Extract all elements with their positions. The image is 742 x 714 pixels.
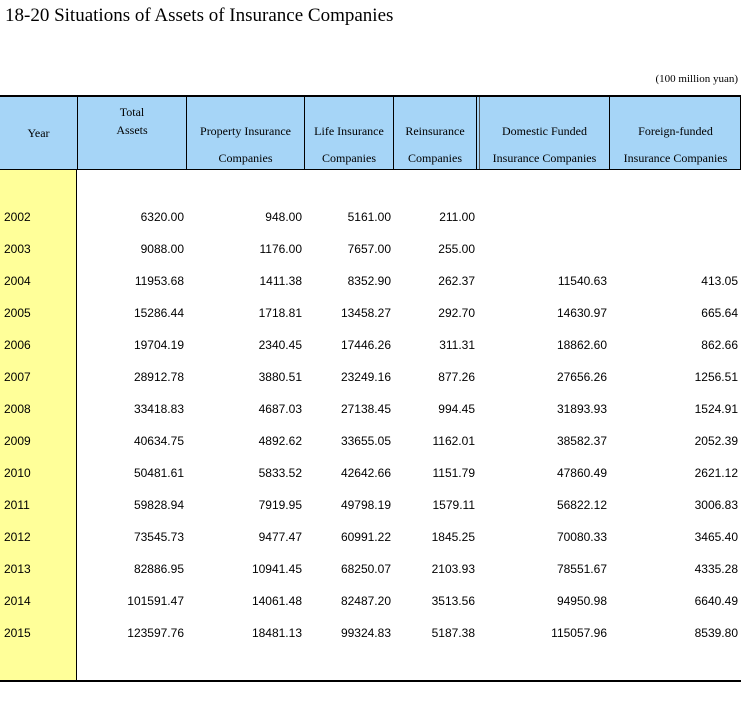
header-reinsurance: Reinsurance Companies [405, 124, 465, 165]
cell-year: 2005 [4, 306, 31, 320]
cell-total: 9088.00 [140, 242, 184, 256]
header-total-assets: Total Assets [116, 105, 148, 137]
unit-label: (100 million yuan) [655, 73, 738, 85]
cell-total: 101591.47 [127, 594, 184, 608]
cell-property: 2340.45 [258, 338, 302, 352]
cell-total: 82886.95 [133, 562, 184, 576]
cell-property: 10941.45 [251, 562, 302, 576]
table-row [0, 370, 741, 390]
table-row [0, 242, 741, 262]
cell-reins: 211.00 [439, 210, 475, 224]
table-row [0, 434, 741, 454]
cell-total: 50481.61 [133, 466, 184, 480]
cell-reins: 3513.56 [431, 594, 475, 608]
cell-year: 2008 [4, 402, 31, 416]
cell-foreign: 665.64 [701, 306, 738, 320]
cell-reins: 1845.25 [431, 530, 475, 544]
cell-life: 99324.83 [340, 626, 391, 640]
cell-property: 3880.51 [258, 370, 302, 384]
cell-year: 2004 [4, 274, 31, 288]
cell-property: 14061.48 [251, 594, 302, 608]
cell-life: 60991.22 [340, 530, 391, 544]
table-row [0, 274, 741, 294]
cell-life: 68250.07 [340, 562, 391, 576]
cell-reins: 292.70 [438, 306, 475, 320]
table-row [0, 338, 741, 358]
table-row [0, 466, 741, 486]
cell-life: 23249.16 [340, 370, 391, 384]
cell-total: 73545.73 [133, 530, 184, 544]
cell-domestic: 38582.37 [556, 434, 607, 448]
cell-property: 9477.47 [258, 530, 302, 544]
header-property-insurance: Property Insurance Companies [200, 124, 291, 165]
cell-reins: 994.45 [438, 402, 475, 416]
cell-total: 11953.68 [134, 274, 184, 288]
table-bottom-border [0, 680, 741, 682]
cell-foreign: 4335.28 [694, 562, 738, 576]
cell-reins: 255.00 [438, 242, 475, 256]
cell-life: 13458.27 [340, 306, 391, 320]
cell-total: 19704.19 [133, 338, 184, 352]
cell-life: 27138.45 [340, 402, 391, 416]
cell-foreign: 8539.80 [694, 626, 738, 640]
cell-life: 5161.00 [347, 210, 391, 224]
cell-reins: 2103.93 [431, 562, 475, 576]
cell-year: 2011 [4, 498, 30, 512]
cell-reins: 1579.11 [432, 498, 475, 512]
cell-domestic: 14630.97 [556, 306, 607, 320]
cell-total: 33418.83 [133, 402, 184, 416]
table-row [0, 306, 741, 326]
cell-foreign: 1256.51 [694, 370, 738, 384]
cell-life: 82487.20 [340, 594, 391, 608]
header-life-insurance: Life Insurance Companies [314, 124, 384, 165]
cell-domestic: 115057.96 [551, 626, 607, 640]
table-row [0, 562, 741, 582]
cell-life: 17446.26 [340, 338, 391, 352]
cell-year: 2009 [4, 434, 31, 448]
cell-year: 2003 [4, 242, 31, 256]
cell-foreign: 3006.83 [694, 498, 738, 512]
cell-foreign: 1524.91 [694, 402, 738, 416]
table-row [0, 498, 741, 518]
cell-domestic: 70080.33 [556, 530, 607, 544]
cell-total: 6320.00 [140, 210, 184, 224]
cell-property: 5833.52 [258, 466, 302, 480]
cell-domestic: 31893.93 [556, 402, 607, 416]
cell-year: 2002 [4, 210, 31, 224]
cell-year: 2015 [4, 626, 31, 640]
table-header [0, 95, 741, 170]
cell-reins: 5187.38 [431, 626, 475, 640]
cell-year: 2012 [4, 530, 31, 544]
cell-foreign: 3465.40 [694, 530, 738, 544]
cell-life: 49798.19 [340, 498, 391, 512]
cell-year: 2010 [4, 466, 31, 480]
cell-total: 123597.76 [127, 626, 184, 640]
cell-reins: 877.26 [438, 370, 475, 384]
table-row [0, 210, 741, 230]
cell-foreign: 2052.39 [694, 434, 738, 448]
header-domestic-funded: Domestic Funded Insurance Companies [492, 124, 597, 165]
cell-reins: 262.37 [438, 274, 475, 288]
cell-total: 15286.44 [133, 306, 184, 320]
cell-reins: 1162.01 [432, 434, 475, 448]
cell-domestic: 27656.26 [556, 370, 607, 384]
cell-total: 59828.94 [133, 498, 184, 512]
cell-domestic: 56822.12 [556, 498, 607, 512]
header-year: Year [27, 126, 50, 140]
cell-foreign: 2621.12 [694, 466, 738, 480]
cell-year: 2006 [4, 338, 31, 352]
cell-year: 2007 [4, 370, 31, 384]
cell-property: 4892.62 [258, 434, 302, 448]
cell-life: 33655.05 [340, 434, 391, 448]
cell-reins: 311.31 [439, 338, 475, 352]
cell-domestic: 94950.98 [556, 594, 607, 608]
cell-property: 4687.03 [258, 402, 302, 416]
cell-reins: 1151.79 [432, 466, 475, 480]
cell-total: 40634.75 [133, 434, 184, 448]
table-row [0, 402, 741, 422]
page-title: 18-20 Situations of Assets of Insurance Companies [5, 5, 394, 26]
header-foreign-funded: Foreign-funded Insurance Companies [623, 124, 728, 165]
cell-life: 42642.66 [340, 466, 391, 480]
cell-total: 28912.78 [133, 370, 184, 384]
cell-foreign: 6640.49 [694, 594, 738, 608]
cell-domestic: 18862.60 [556, 338, 607, 352]
cell-foreign: 862.66 [701, 338, 738, 352]
cell-property: 1718.81 [258, 306, 302, 320]
cell-property: 948.00 [265, 210, 302, 224]
table-row [0, 626, 741, 646]
cell-foreign: 413.05 [701, 274, 738, 288]
table-row [0, 594, 741, 614]
cell-property: 1176.00 [259, 242, 302, 256]
cell-domestic: 11540.63 [557, 274, 607, 288]
cell-life: 8352.90 [347, 274, 391, 288]
cell-domestic: 78551.67 [556, 562, 607, 576]
cell-property: 1411.38 [259, 274, 302, 288]
cell-domestic: 47860.49 [556, 466, 607, 480]
cell-property: 18481.13 [251, 626, 302, 640]
cell-year: 2014 [4, 594, 31, 608]
cell-property: 7919.95 [258, 498, 302, 512]
table-row [0, 530, 741, 550]
cell-year: 2013 [4, 562, 31, 576]
cell-life: 7657.00 [347, 242, 391, 256]
